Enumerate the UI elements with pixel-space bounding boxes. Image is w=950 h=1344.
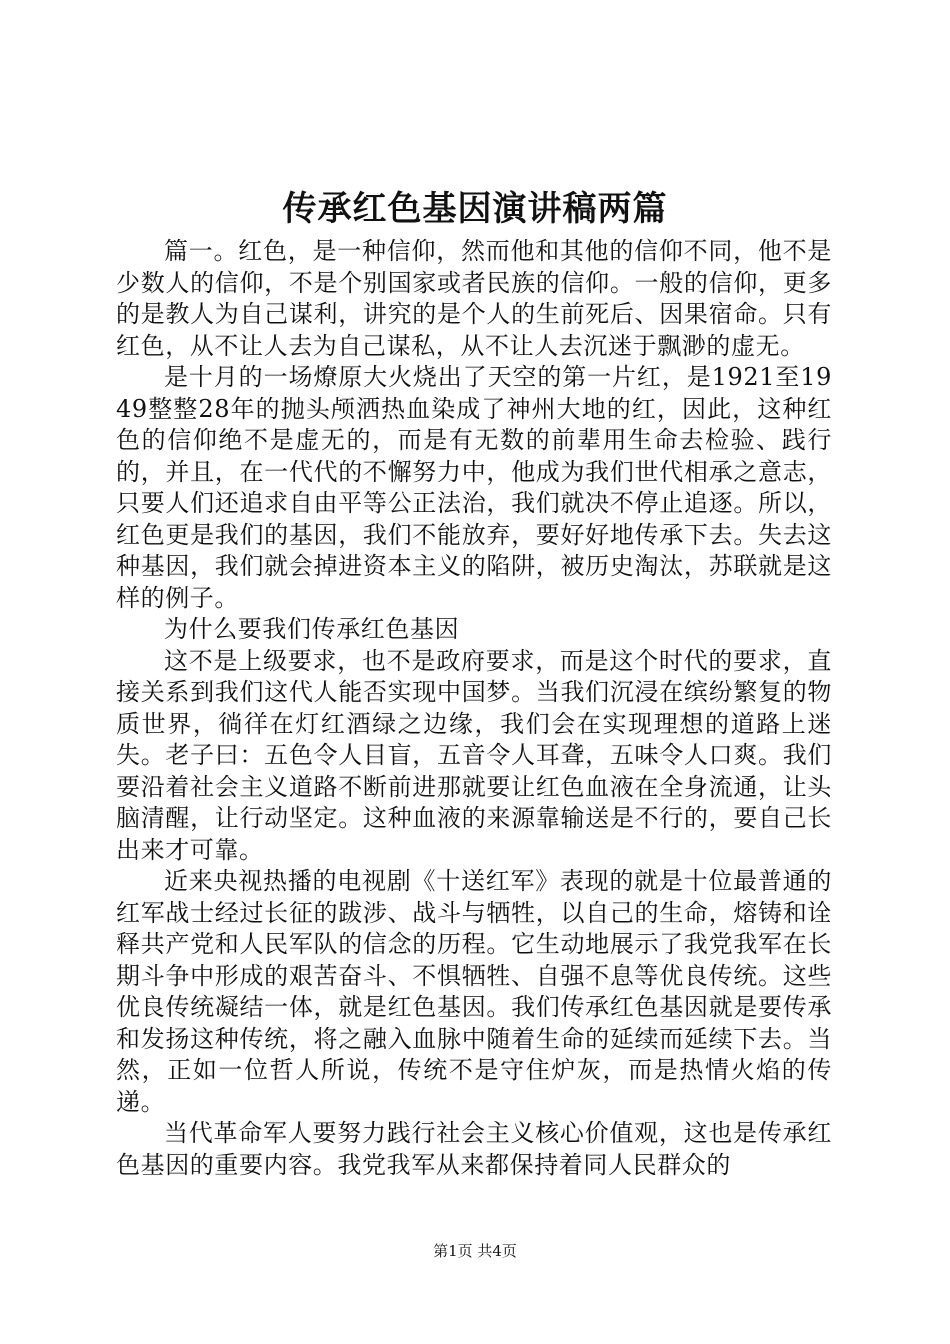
document-title: 传承红色基因演讲稿两篇	[282, 189, 668, 229]
paragraph-4: 近来央视热播的电视剧《十送红军》表现的就是十位最普通的红军战士经过长征的跋涉、战斗与牺牲，以自己的生命，熔铸和诠释共产党和人民军队的信念的历程。它生动地展示了我党我军在长期斗争中形成的艰苦奋斗、不惧牺牲、自强不息等优良传统。这些优良传统凝结一体，就是红色基因。我们传承红色基因就是要传承和发扬这种传统，将之融入血脉中随着生命的延续而延续下去。当然，正如一位哲人所说，传统不是守住炉灰，而是热情火焰的传递。	[116, 867, 832, 1116]
paragraph-3: 这不是上级要求，也不是政府要求，而是这个时代的要求，直接关系到我们这代人能否实现中国梦。当我们沉浸在缤纷繁复的物质世界，徜徉在灯红酒绿之边缘，我们会在实现理想的道路上迷失。老子曰：五色令人目盲，五音令人耳聋，五味令人口爽。我们要沿着社会主义道路不断前进那就要让红色血液在全身流通，让头脑清醒，让行动坚定。这种血液的来源靠输送是不行的，要自己长出来才可靠。	[116, 646, 832, 864]
document-body	[116, 236, 832, 1181]
paragraph-2: 是十月的一场燎原大火烧出了天空的第一片红，是1921至1949整整28年的抛头颅洒热血染成了神州大地的红，因此，这种红色的信仰绝不是虚无的，而是有无数的前辈用生命去检验、践行的，并且，在一代代的不懈努力中，他成为我们世代相承之意志，只要人们还追求自由平等公正法治，我们就决不停止追逐。所以，红色更是我们的基因，我们不能放弃，要好好地传承下去。失去这种基因，我们就会掉进资本主义的陷阱，被历史淘汰，苏联就是这样的例子。	[116, 363, 832, 612]
paragraph-1: 篇一。红色，是一种信仰，然而他和其他的信仰不同，他不是少数人的信仰，不是个别国家或者民族的信仰。一般的信仰，更多的是教人为自己谋利，讲究的是个人的生前死后、因果宿命。只有红色，从不让人去为自己谋私，从不让人去沉迷于飘渺的虚无。	[116, 237, 832, 360]
page-number-footer: 第1页 共4页	[433, 1242, 517, 1260]
paragraph-5: 当代革命军人要努力践行社会主义核心价值观，这也是传承红色基因的重要内容。我党我军从来都保持着同人民群众的	[116, 1119, 832, 1179]
section-heading: 为什么要我们传承红色基因	[164, 615, 460, 643]
